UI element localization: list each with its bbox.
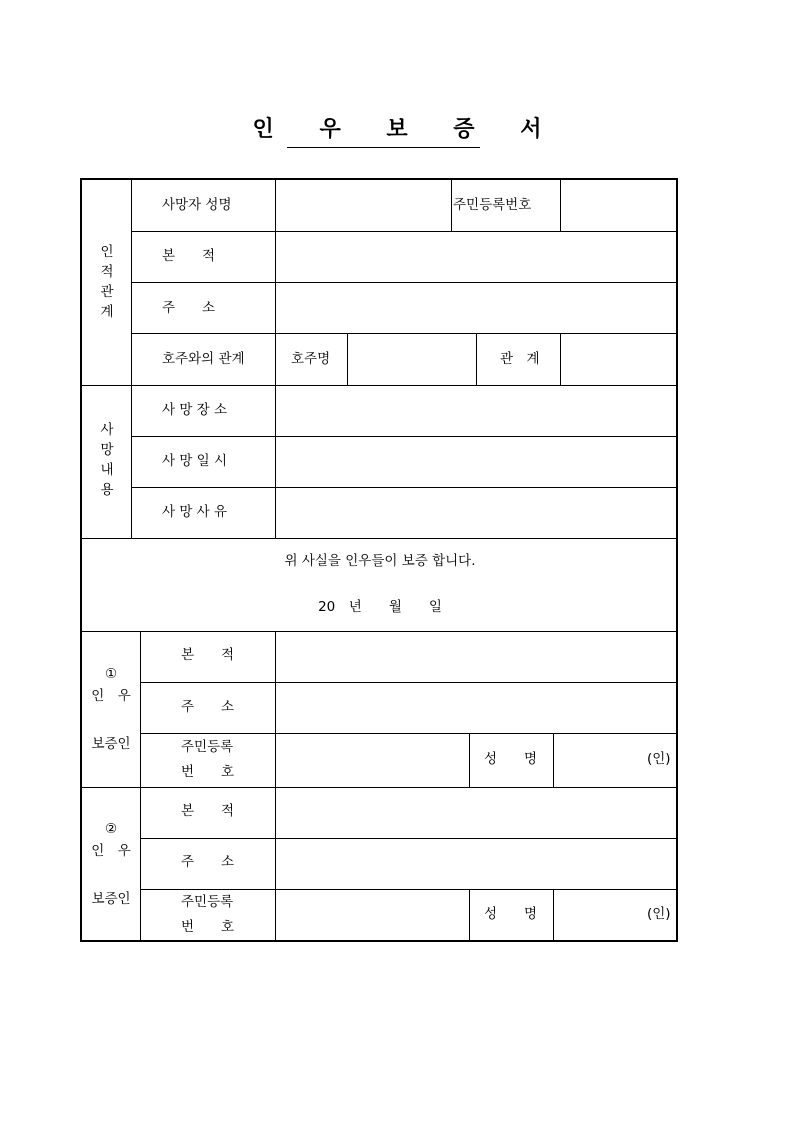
guarantor-2-seal: (인)	[647, 906, 671, 922]
row-line	[140, 889, 678, 890]
label-address: 주 소	[162, 300, 216, 316]
row-line	[131, 231, 678, 232]
row-line	[131, 436, 678, 437]
label-resident-number: 주민등록번호	[453, 197, 532, 213]
row-line	[82, 631, 678, 632]
label-relation-to-head: 호주와의 관계	[162, 351, 245, 367]
form-table	[80, 178, 678, 942]
label-deceased-name: 사망자 성명	[162, 197, 232, 213]
label-death-reason: 사 망 사 유	[162, 504, 228, 520]
guarantor-1-subtitle: 보증인	[91, 736, 131, 752]
section-death-details: 사 망 내 용	[100, 422, 114, 498]
guarantor-1-reg-label-1: 주민등록	[181, 739, 234, 755]
guarantor-2-reg-label-1: 주민등록	[181, 894, 234, 910]
col-line	[451, 180, 452, 231]
col-line	[275, 631, 276, 942]
guarantor-2-subtitle: 보증인	[91, 891, 131, 907]
label-death-place: 사 망 장 소	[162, 402, 228, 418]
col-line	[275, 180, 276, 538]
col-line	[131, 180, 132, 538]
guarantor-1-address-label: 주 소	[181, 699, 235, 715]
guarantor-1-title: 인 우	[91, 688, 131, 704]
row-line	[82, 385, 678, 386]
guarantor-2-reg-label-2: 번 호	[181, 919, 235, 935]
statement-date: 20 년 월 일	[318, 599, 442, 615]
row-line	[82, 787, 678, 788]
guarantor-1-reg-label-2: 번 호	[181, 764, 235, 780]
col-line	[560, 333, 561, 385]
guarantor-1-number: ①	[104, 666, 118, 682]
col-line	[347, 333, 348, 385]
label-head-name: 호주명	[291, 351, 331, 367]
guarantor-1-name-label: 성 명	[484, 751, 538, 767]
row-line	[131, 333, 678, 334]
guarantor-2-address-label: 주 소	[181, 854, 235, 870]
label-domicile: 본 적	[162, 248, 216, 264]
guarantor-1-seal: (인)	[647, 751, 671, 767]
guarantor-2-domicile-label: 본 적	[181, 803, 235, 819]
col-line	[553, 733, 554, 787]
guarantor-2-name-label: 성 명	[484, 906, 538, 922]
row-line	[140, 682, 678, 683]
col-line	[560, 180, 561, 231]
row-line	[140, 838, 678, 839]
col-line	[476, 333, 477, 385]
section-personal-relation: 인 적 관 계	[100, 244, 114, 320]
label-relation: 관 계	[500, 351, 540, 367]
guarantor-2-number: ②	[104, 821, 118, 837]
guarantor-1-domicile-label: 본 적	[181, 647, 235, 663]
row-line	[140, 733, 678, 734]
col-line	[553, 889, 554, 942]
guarantor-2-title: 인 우	[91, 843, 131, 859]
label-death-datetime: 사 망 일 시	[162, 453, 228, 469]
title-underline	[287, 147, 480, 148]
row-line	[131, 282, 678, 283]
row-line	[82, 538, 678, 539]
statement-text: 위 사실을 인우들이 보증 합니다.	[284, 553, 476, 569]
col-line	[469, 889, 470, 942]
row-line	[131, 487, 678, 488]
document-title: 인 우 보 증 서	[252, 117, 561, 142]
col-line	[469, 733, 470, 787]
col-line	[140, 631, 141, 942]
